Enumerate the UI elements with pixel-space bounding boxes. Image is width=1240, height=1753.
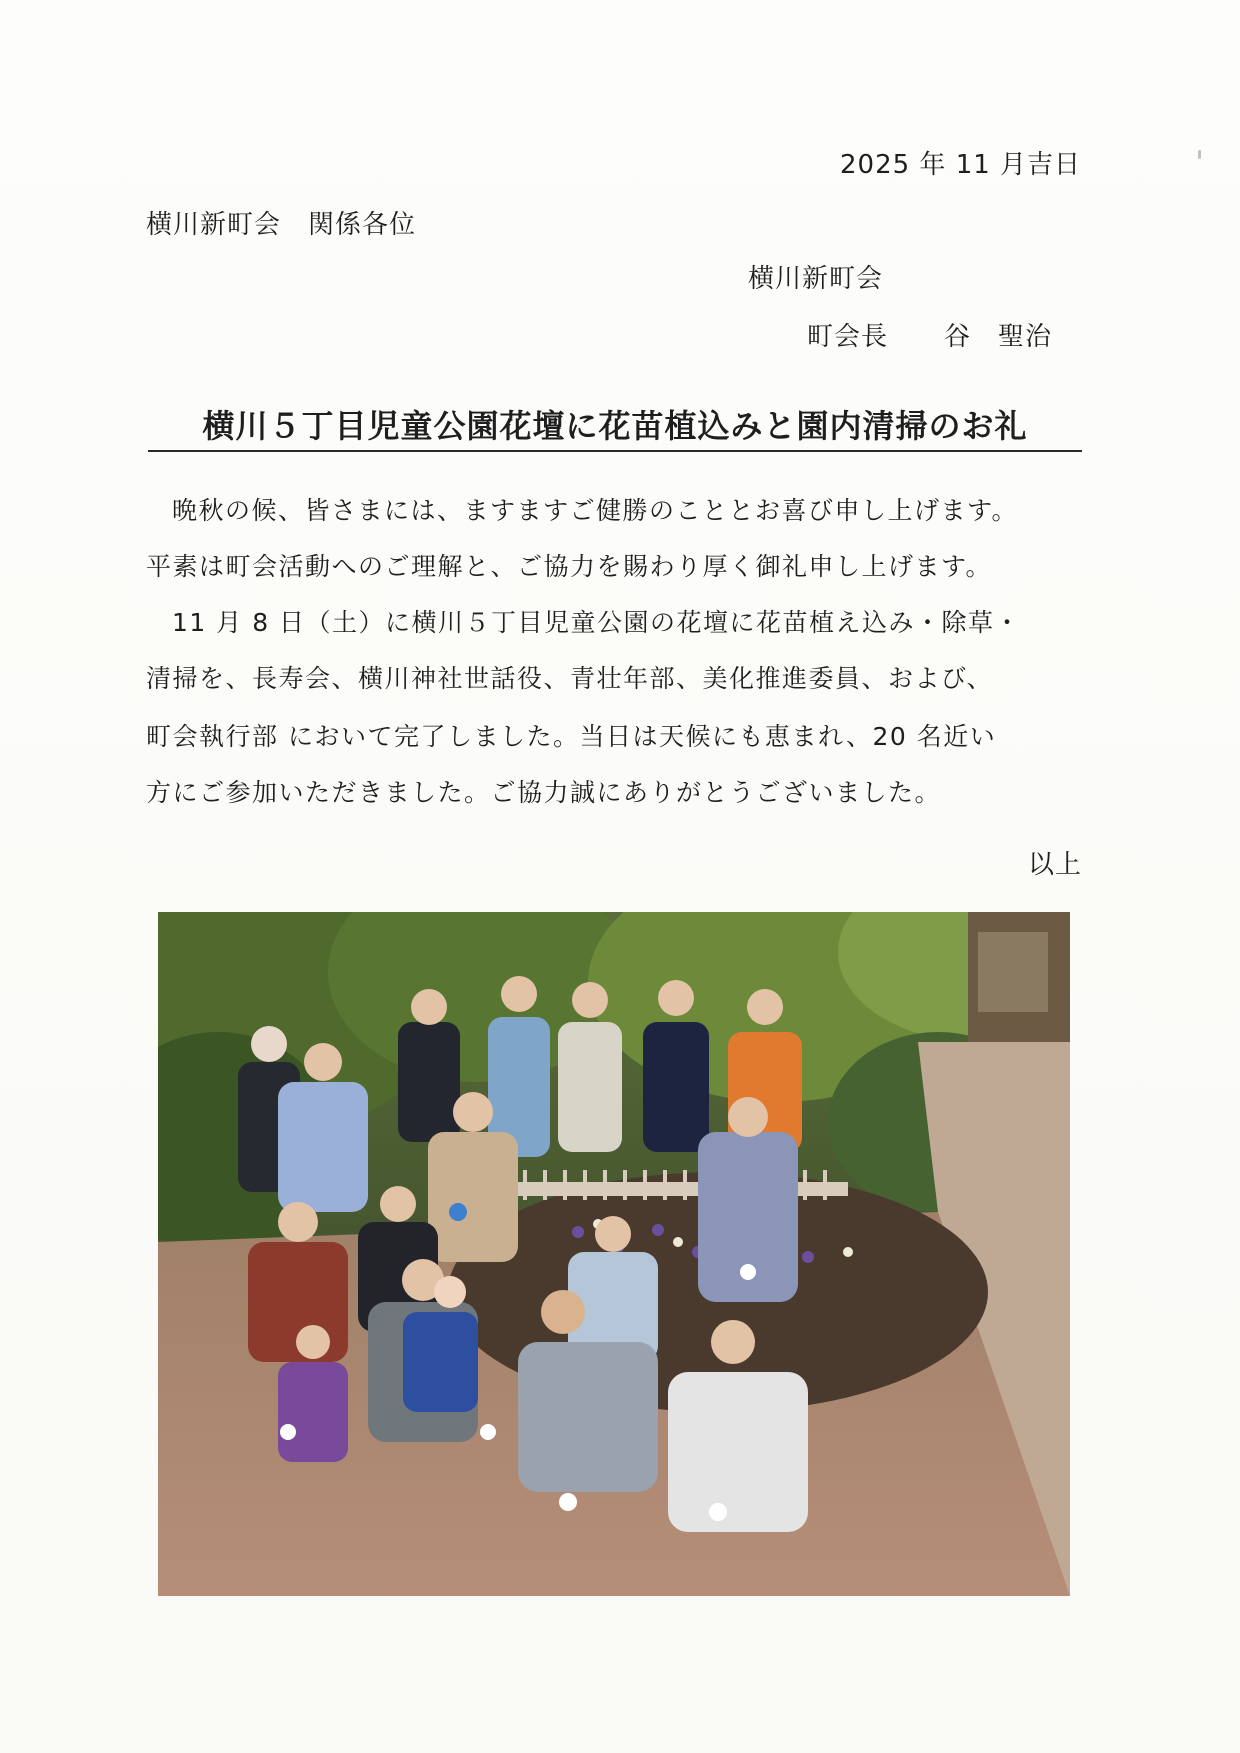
group-photo: [158, 912, 1070, 1596]
sender-role: 町会長: [807, 322, 889, 352]
sender-organization: 横川新町会: [748, 264, 884, 294]
body-line: 清掃を、長寿会、横川神社世話役、青壮年部、美化推進委員、および、: [146, 664, 994, 693]
sender-signature: [807, 320, 1052, 354]
body-line: 町会執行部 において完了しました。当日は天候にも恵まれ、20 名近い: [146, 722, 997, 751]
body-line: 11 月 8 日（土）に横川５丁目児童公園の花壇に花苗植え込み・除草・: [172, 608, 1022, 637]
title-underline: [148, 450, 1082, 452]
body-line: 方にご参加いただきました。ご協力誠にありがとうございました。: [146, 778, 942, 807]
closing-mark: 以上: [1028, 850, 1083, 880]
letter-date: 2025 年 11 月吉日: [840, 150, 1082, 180]
sender-name: 谷 聖治: [944, 322, 1053, 352]
letter-title: 横川５丁目児童公園花壇に花苗植込みと園内清掃のお礼: [202, 407, 1028, 445]
body-line: 平素は町会活動へのご理解と、ご協力を賜わり厚く御礼申し上げます。: [146, 552, 993, 581]
addressee: 横川新町会 関係各位: [146, 210, 417, 240]
scan-mark: [1198, 150, 1201, 159]
body-line: 晩秋の候、皆さまには、ますますご健勝のこととお喜び申し上げます。: [172, 496, 1019, 525]
